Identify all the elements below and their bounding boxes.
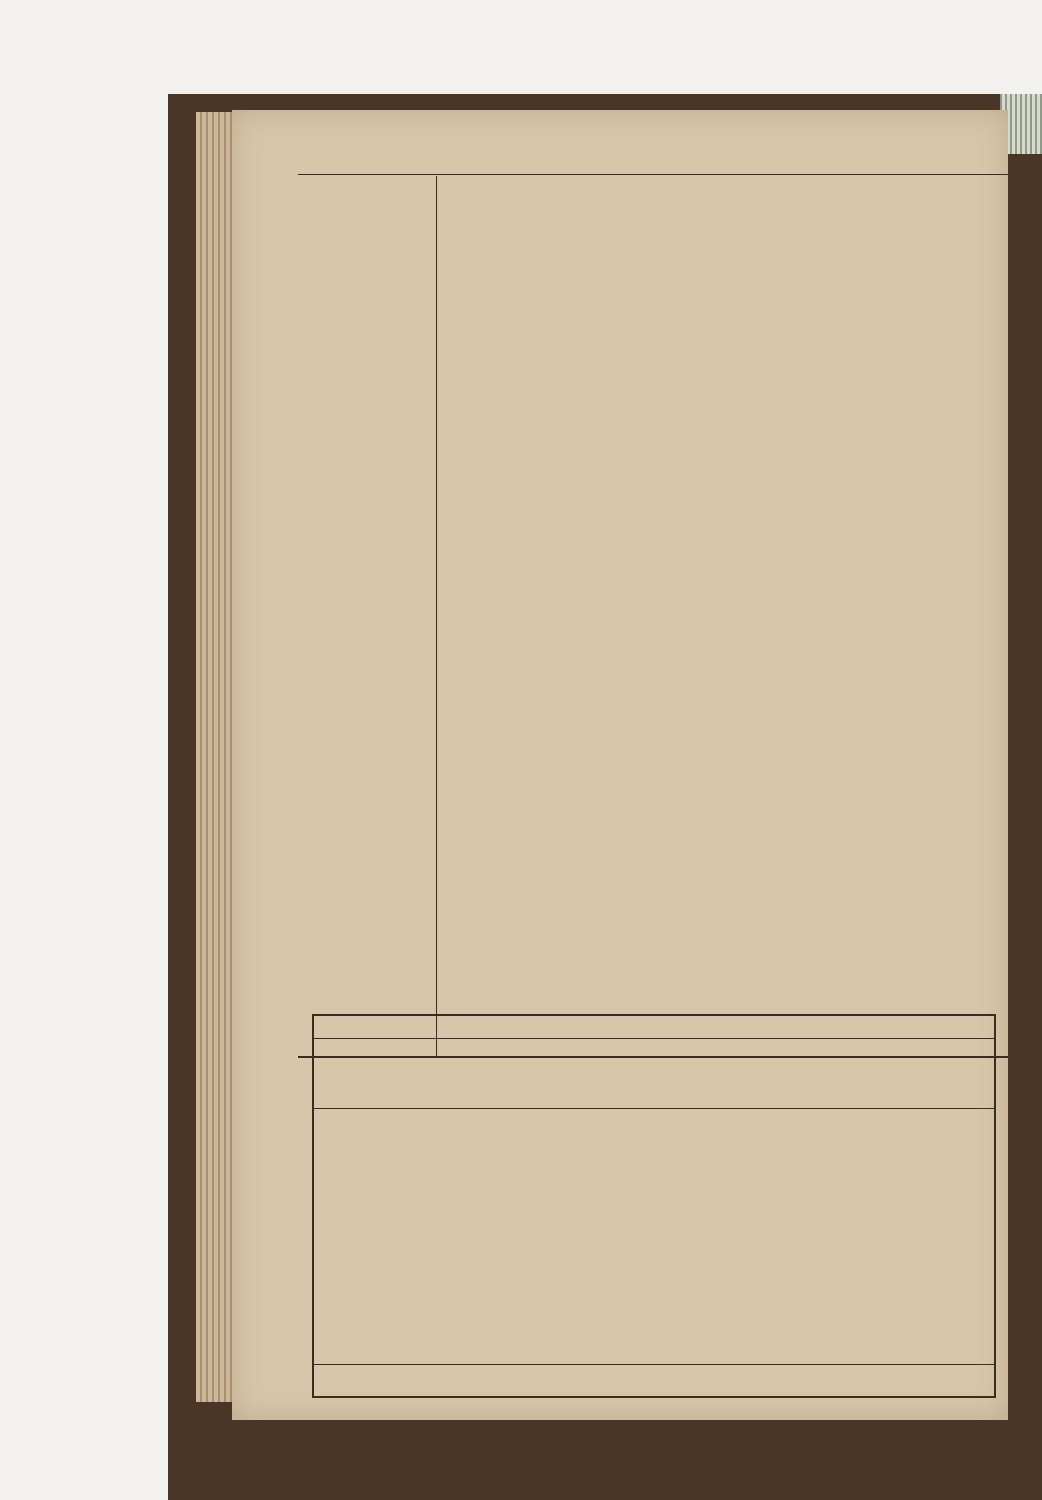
- table-90-frame: [298, 176, 998, 1056]
- table-90-connections: [324, 176, 437, 1056]
- table-91: [312, 1014, 996, 1398]
- table-91-header: [314, 1016, 994, 1039]
- table-90: [298, 176, 998, 1056]
- table-91-colico-row: [314, 1368, 994, 1382]
- timetable-page: [232, 110, 1008, 1420]
- header-rule: [298, 174, 1008, 175]
- table-91-rule-3: [314, 1364, 994, 1365]
- table-91-chiasso-row: [314, 1040, 994, 1054]
- table-91-rule: [314, 1056, 994, 1057]
- table-91-rule-2: [314, 1108, 994, 1109]
